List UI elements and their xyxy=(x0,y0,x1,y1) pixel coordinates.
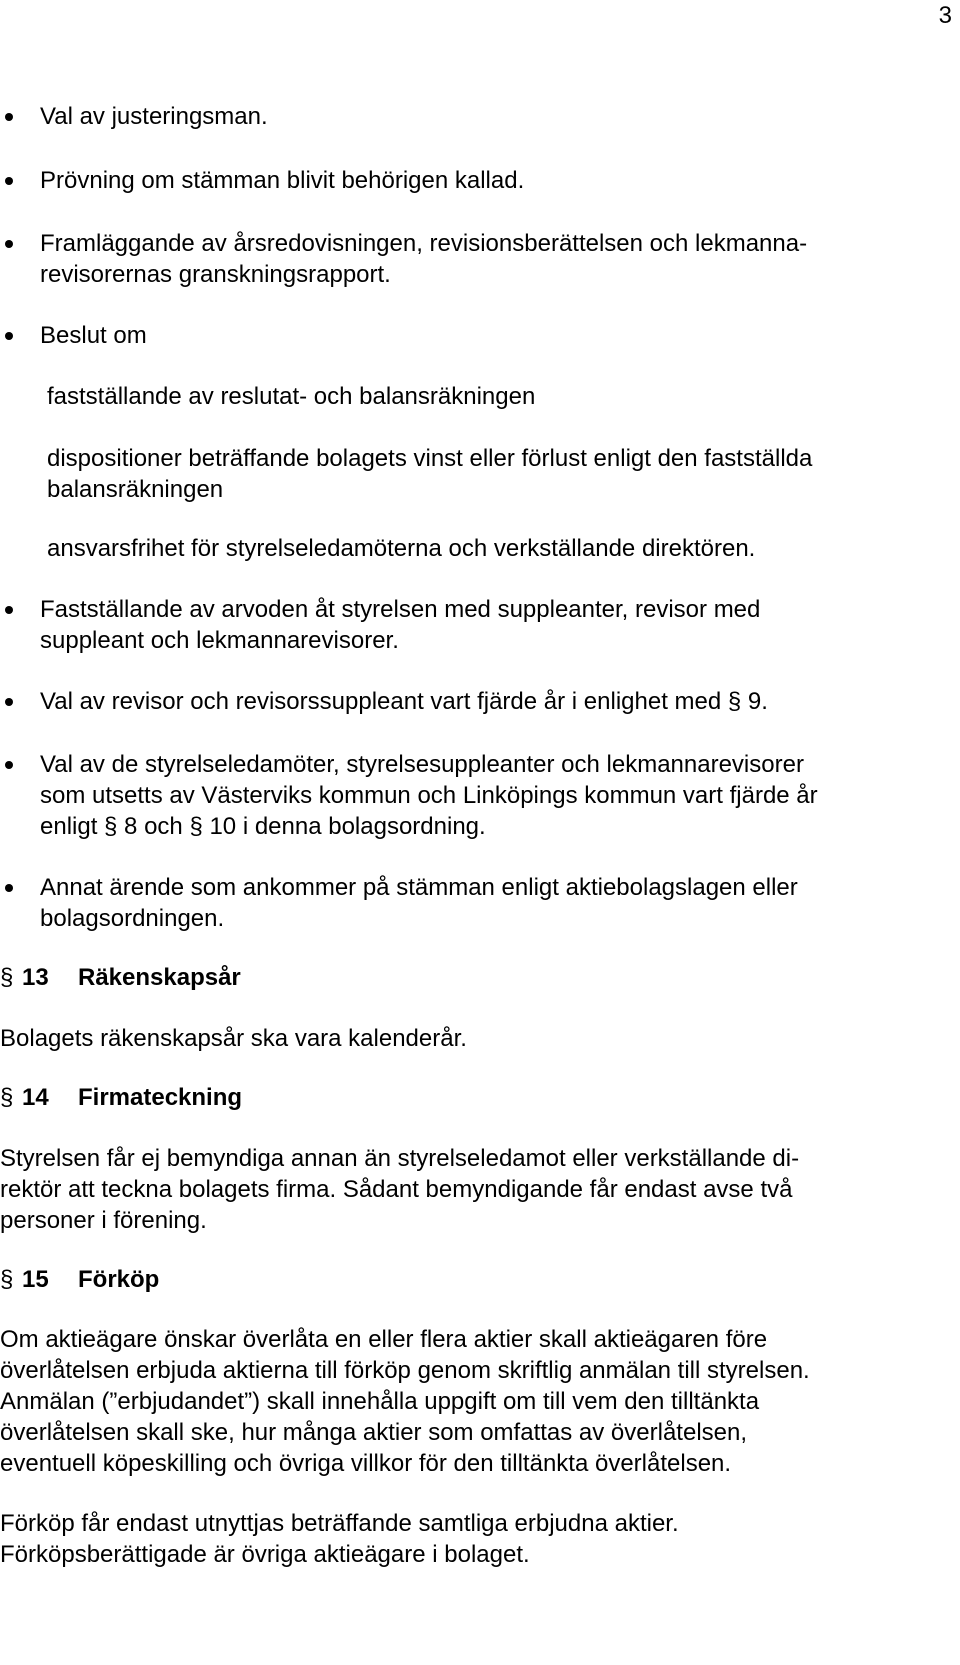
sub-item: fastställande av reslutat- och balansräkningen xyxy=(47,383,536,410)
list-item-text: Prövning om stämman blivit behörigen kallad. xyxy=(40,167,525,194)
bullet-icon xyxy=(5,113,13,121)
section-title: Firmateckning xyxy=(78,1084,243,1111)
page-number: 3 xyxy=(938,2,952,29)
list-item-text: Val av de styrelseledamöter, styrelsesuppleanter och lekmannarevisorer som utsetts av Västerviks kommun och Linköpings kommun vart fjärde år enligt § 8 och § 10 i denna bolagsordning. xyxy=(40,751,818,840)
section-number: 15 xyxy=(22,1266,49,1293)
paragraph: Bolagets räkenskapsår ska vara kalenderår. xyxy=(0,1025,467,1052)
section-heading xyxy=(0,1264,159,1295)
paragraph: Styrelsen får ej bemyndiga annan än styrelseledamot eller verkställande di- rektör att teckna bolagets firma. Sådant bemyndigande får endast avse två personer i förening. xyxy=(0,1145,800,1234)
list-item-text: Val av justeringsman. xyxy=(40,103,268,130)
section-title: Räkenskapsår xyxy=(78,964,241,991)
paragraph: Förköp får endast utnyttjas beträffande samtliga erbjudna aktier. Förköpsberättigade är övriga aktieägare i bolaget. xyxy=(0,1510,679,1568)
section-heading xyxy=(0,962,241,993)
section-symbol: § xyxy=(0,964,14,991)
section-symbol: § xyxy=(0,1266,14,1293)
list-item-text: Val av revisor och revisorssuppleant vart fjärde år i enlighet med § 9. xyxy=(40,688,768,715)
list-item-text: Framläggande av årsredovisningen, revisionsberättelsen och lekmanna- revisorernas granskningsrapport. xyxy=(40,230,808,288)
section-number: 14 xyxy=(22,1084,49,1111)
list-item-text: Beslut om xyxy=(40,322,147,349)
bullet-icon xyxy=(5,761,13,769)
bullet-icon xyxy=(5,240,13,248)
bullet-icon xyxy=(5,698,13,706)
bullet-icon xyxy=(5,177,13,185)
bullet-icon xyxy=(5,606,13,614)
sub-item: ansvarsfrihet för styrelseledamöterna och verkställande direktören. xyxy=(47,535,756,562)
section-title: Förköp xyxy=(78,1266,160,1293)
list-item-text: Fastställande av arvoden åt styrelsen med suppleanter, revisor med suppleant och lekmannarevisorer. xyxy=(40,596,761,654)
paragraph: Om aktieägare önskar överlåta en eller flera aktier skall aktieägaren före överlåtelsen erbjuda aktierna till förköp genom skriftlig anmälan till styrelsen. Anmälan (”erbjudandet”) skall innehålla uppgift om till vem den tilltänkta överlåtelsen skall ske, hur många aktier som omfattas av överlåtelsen, eventuell köpeskilling och övriga villkor för den tilltänkta överlåtelsen. xyxy=(0,1326,810,1477)
section-number: 13 xyxy=(22,964,49,991)
section-heading xyxy=(0,1082,242,1113)
bullet-icon xyxy=(5,332,13,340)
sub-item: dispositioner beträffande bolagets vinst eller förlust enligt den fastställda balansräkningen xyxy=(47,445,813,503)
bullet-icon xyxy=(5,884,13,892)
section-symbol: § xyxy=(0,1084,14,1111)
list-item-text: Annat ärende som ankommer på stämman enligt aktiebolagslagen eller bolagsordningen. xyxy=(40,874,798,932)
